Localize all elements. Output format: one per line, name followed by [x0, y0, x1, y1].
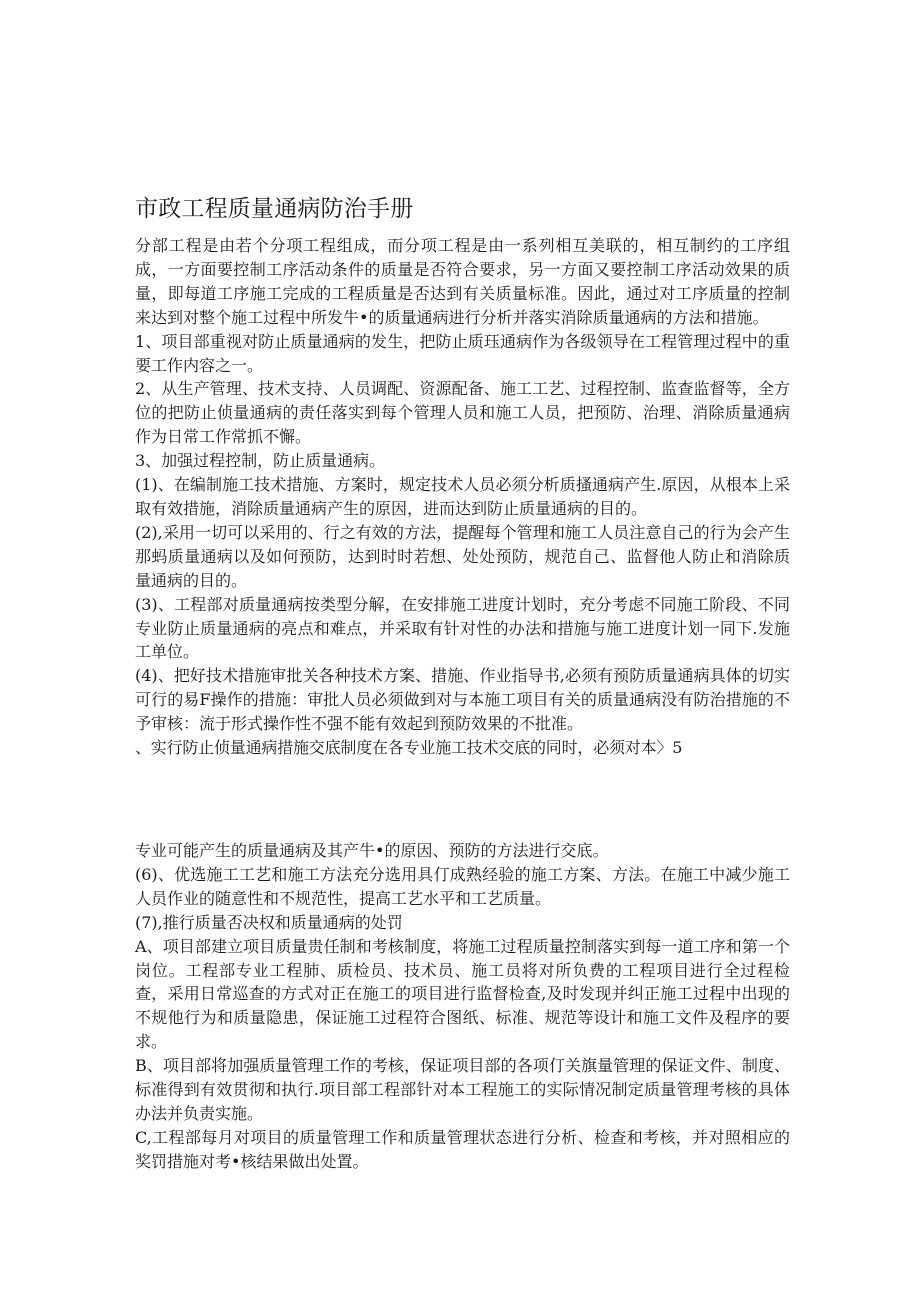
- sub-item-4-paragraph: (4)、把好技术措施审批关各种技术方案、措施、作业指导书,必须有预防质量通病具体的切实可行的易F操作的措施：审批人员必须做到对与本施工项目有关的质量通病没有防治措施的不予审核：流于形式操作性不强不能有效起到预防效果的不批准。: [135, 666, 790, 734]
- item-c-paragraph: C,工程部每月对项目的质量管理工作和质量管理状态进行分析、检查和考核，并对照相应的奖罚措施对考•核结果做出处置。: [135, 1127, 790, 1171]
- item-2-paragraph: 2、从生产管理、技术支持、人员调配、资源配备、施工工艺、过程控制、监查监督等，全方位的把防止侦量通病的责任落实到每个管理人员和施工人员，把预防、治理、消除质量通病作为日常工作常抓不懈。: [135, 379, 790, 447]
- item-a-paragraph: A、项目部建立项目质量贵任制和考核制度，将施工过程质量控制落实到每一道工序和第一个岗位。工程部专业工程肺、质检员、技术员、施工员将对所负费的工程项目进行全过程检查，采用日常巡查的方式对正在施工的项目进行监督检查,及时发现并纠正施工过程中出现的不规他行为和质量隐患，保证施工过程符合图纸、标准、规范等设计和施工文件及程序的要求。: [135, 936, 790, 1052]
- sub-item-5-continued-paragraph: 专业可能产生的质量通病及其产牛•的原因、预防的方法进行交底。: [135, 841, 609, 860]
- item-3-paragraph: 3、加强过程控制，防止质量通病。: [135, 451, 386, 471]
- text-block-lower: [135, 839, 790, 1174]
- sub-item-1-paragraph: (1)、在编制施工技术措施、方案时，规定技术人员必须分析质搔通病产生.原因，从根本上采取有效措施，消除质量通病产生的原因，进而达到防止质量通病的目的。: [135, 475, 790, 518]
- sub-item-3-paragraph: (3)、工程部对质量通病按类型分解，在安排施工进度计划时，充分考虑不同施工阶段、不同专业防止质量通病的亮点和难点，并采取有针对性的办法和措施与施工进度计划一同下.发施工单位。: [135, 594, 790, 662]
- text-block-upper: [135, 234, 790, 760]
- sub-item-7-paragraph: (7),推行质量否决权和质量通病的处罚: [135, 912, 403, 932]
- intro-paragraph: 分部工程是由若个分项工程组成，而分项工程是由一系列相互美联的，相互制约的工序组成，一方面要控制工序活动条件的质量是否符合要求，另一方面又要控制工序活动效果的质量，即每道工序施工完成的工程质量是否达到有关质量标准。因此，通过对工序质量的控制来达到对整个施工过程中所发牛•的质量通病进行分析并落实消除质量通病的方法和措施。: [135, 236, 790, 327]
- document-title: 市政工程质量通病防治手册: [135, 196, 414, 222]
- sub-item-6-paragraph: (6)、优选施工工艺和施工方法充分选用具仃成熟经验的施工方案、方法。在施工中减少施工人员作业的随意性和不规范性，提高工艺水平和工艺质量。: [135, 864, 790, 908]
- item-b-paragraph: B、项目部将加强质量管理工作的考核，保证项目部的各项仃关旗量管理的保证文件、制度、标准得到有效贯彻和执行.项目部工程部针对本工程施工的实际情况制定质量管理考核的具体办法并负责实施。: [135, 1056, 790, 1123]
- sub-item-2-paragraph: (2),采用一切可以采用的、行之有效的方法，提醒每个管理和施工人员注意自己的行为会产生那蚂质量通病以及如何预防，达到时时若想、处处预防，规范自己、监督他人防止和消除质量通病的目的。: [135, 522, 790, 590]
- sub-item-5-paragraph: 、实行防止侦量通病措施交底制度在各专业施工技术交底的同时，必须对本〉5: [135, 738, 683, 758]
- item-1-paragraph: 1、项目部重视对防止质量通病的发生，把防止质珏通病作为各级领导在工程管理过程中的重要工作内容之一。: [135, 331, 790, 375]
